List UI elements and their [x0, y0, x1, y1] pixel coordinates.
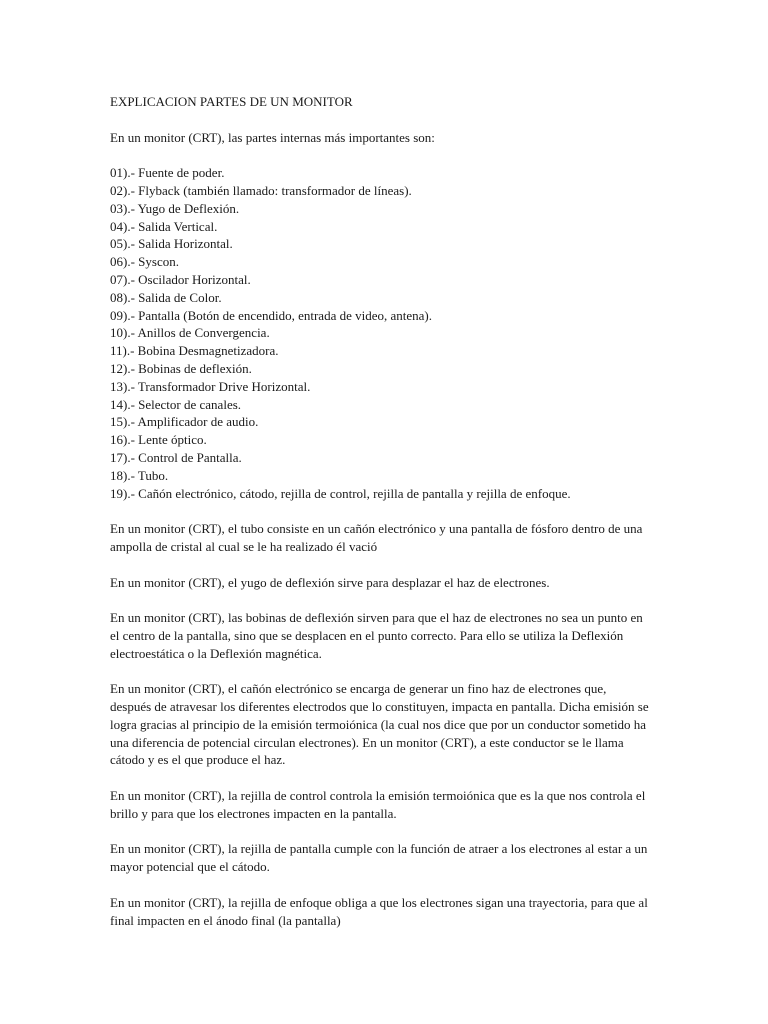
paragraph-bobinas: En un monitor (CRT), las bobinas de deflexión sirven para que el haz de electrones no sea un punto en el centro de la pantalla, sino que se desplacen en el punto correcto. Para ello se utiliza la Deflexión electroestática o la Deflexión magnética. [110, 610, 643, 661]
list-item: 16).- Lente óptico. [110, 432, 207, 448]
parts-list [110, 164, 650, 502]
list-item: 07).- Oscilador Horizontal. [110, 271, 251, 287]
document-page [110, 93, 650, 947]
list-item: 18).- Tubo. [110, 467, 169, 483]
paragraph-tubo: En un monitor (CRT), el tubo consiste en un cañón electrónico y una pantalla de fósforo dentro de una ampolla de cristal al cual se le ha realizado él vació [110, 521, 643, 554]
list-item: 15).- Amplificador de audio. [110, 414, 259, 430]
document-title: EXPLICACION PARTES DE UN MONITOR [110, 94, 353, 109]
paragraph-yugo: En un monitor (CRT), el yugo de deflexión sirve para desplazar el haz de electrones. [110, 574, 550, 590]
list-item: 05).- Salida Horizontal. [110, 236, 233, 252]
list-item: 13).- Transformador Drive Horizontal. [110, 378, 311, 394]
list-item: 12).- Bobinas de deflexión. [110, 360, 252, 376]
paragraph-rejilla-control: En un monitor (CRT), la rejilla de control controla la emisión termoiónica que es la que nos controla el brillo y para que los electrones impacten en la pantalla. [110, 788, 646, 821]
intro-text: En un monitor (CRT), las partes internas más importantes son: [110, 129, 435, 145]
list-item: 01).- Fuente de poder. [110, 165, 225, 181]
list-item: 06).- Syscon. [110, 254, 179, 270]
list-item: 19).- Cañón electrónico, cátodo, rejilla de control, rejilla de pantalla y rejilla de enfoque. [110, 485, 571, 501]
paragraph-rejilla-enfoque: En un monitor (CRT), la rejilla de enfoque obliga a que los electrones sigan una trayectoria, para que al final impacten en el ánodo final (la pantalla) [110, 894, 648, 928]
paragraph-rejilla-pantalla: En un monitor (CRT), la rejilla de pantalla cumple con la función de atraer a los electrones al estar a un mayor potencial que el cátodo. [110, 841, 648, 875]
list-item: 03).- Yugo de Deflexión. [110, 200, 240, 216]
paragraph-canon: En un monitor (CRT), el cañón electrónico se encarga de generar un fino haz de electrones que, después de atravesar los diferentes electrodos que lo constituyen, impacta en pantalla. Dicha emisión se logra gracias al principio de la emisión termoiónica (la cual nos dice que por un conductor sometido ha una diferencia de potencial circulan electrones). En un monitor (CRT), a este conductor se le llama cátodo y es el que produce el haz. [110, 681, 649, 768]
list-item: 11).- Bobina Desmagnetizadora. [110, 343, 279, 359]
list-item: 17).- Control de Pantalla. [110, 449, 242, 465]
list-item: 04).- Salida Vertical. [110, 218, 218, 234]
list-item: 02).- Flyback (también llamado: transformador de líneas). [110, 182, 412, 198]
list-item: 09).- Pantalla (Botón de encendido, entrada de video, antena). [110, 307, 432, 323]
list-item: 08).- Salida de Color. [110, 289, 222, 305]
list-item: 14).- Selector de canales. [110, 396, 242, 412]
list-item: 10).- Anillos de Convergencia. [110, 325, 270, 341]
